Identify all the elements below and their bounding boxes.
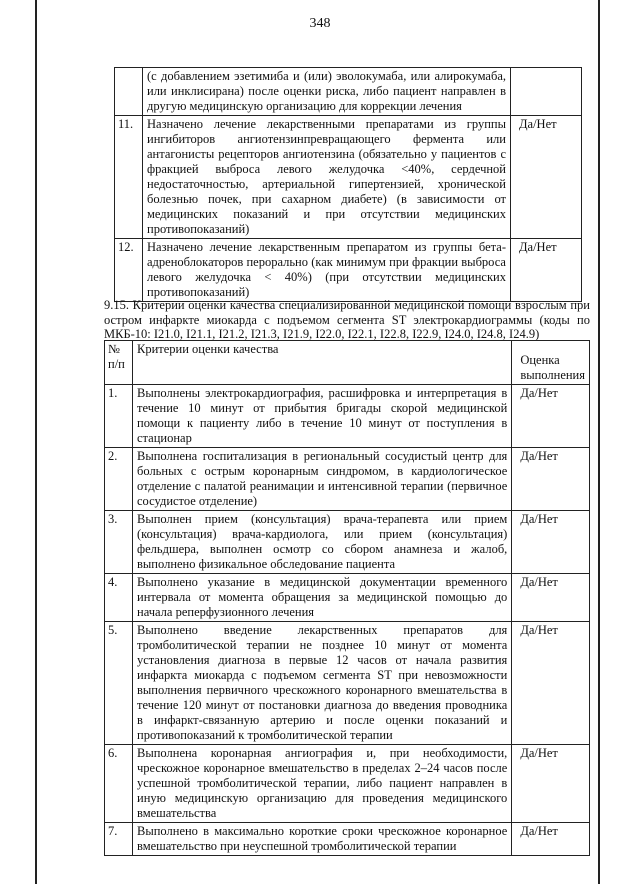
- page-number: 348: [309, 16, 331, 31]
- criterion-text: Выполнено введение лекарственных препаратов для тромболитической терапии не позднее 10 минут от момента установления диагноза в первые 12 часов от начала развития инфаркта миокарда с подъемом сегмента ST при невозможности выполнения первичного чрескожного коронарного вмешательства в течение 120 минут от постановки диагноза до введения проводника в инфаркт-связанную артерию и после оценки показаний и противопоказаний к тромболитической терапии: [133, 622, 512, 745]
- row-number: 2.: [105, 448, 133, 511]
- criterion-text: Выполнено указание в медицинской документации временного интервала от момента обращения за медицинской помощью до начала реперфузионного лечения: [133, 574, 512, 622]
- row-number: [115, 68, 143, 116]
- table-row: [105, 574, 590, 622]
- criteria-table: [104, 340, 590, 856]
- section-heading: 9.15. Критерии оценки качества специализированной медицинской помощи взрослым при остром инфаркте миокарда с подъемом сегмента ST электрокардиограммы (коды по МКБ-10: I21.0, I21.1, I21.2, I21.3, I21.9, I22.0, I22.1, I22.8, I22.9, I24.0, I24.8, I24.9): [104, 298, 590, 341]
- criterion-text: (с добавлением эзетимиба и (или) эволокумаба, или алирокумаба, или инклисирана) после оценки риска, либо пациент направлен в другую медицинскую организацию для коррекции лечения: [143, 68, 511, 116]
- table-row: [105, 622, 590, 745]
- header-evaluation: Оценка выполнения: [512, 341, 590, 385]
- evaluation-cell: Да/Нет: [511, 239, 582, 302]
- header-number: № п/п: [105, 341, 133, 385]
- table-row: [115, 239, 582, 302]
- criterion-text: Выполнена коронарная ангиография и, при необходимости, чрескожное коронарное вмешательство в пределах 2–24 часов после успешной тромболитической терапии, либо пациент направлен в иную медицинскую организацию для проведения медицинского вмешательства: [133, 745, 512, 823]
- header-criterion: Критерии оценки качества: [133, 341, 512, 385]
- evaluation-cell: Да/Нет: [512, 823, 590, 856]
- table-row: [115, 68, 582, 116]
- criterion-text: Назначено лечение лекарственным препаратом из группы бета-адреноблокаторов перорально (как минимум при фракции выброса левого желудочка < 40%) (при отсутствии медицинских противопоказаний): [143, 239, 511, 302]
- criterion-text: Выполнена госпитализация в региональный сосудистый центр для больных с острым коронарным синдромом, в кардиологическое отделение с палатой реанимации и интенсивной терапии (первичное сосудистое отделение): [133, 448, 512, 511]
- row-number: 12.: [115, 239, 143, 302]
- criterion-text: Выполнены электрокардиография, расшифровка и интерпретация в течение 10 минут от прибытия бригады скорой медицинской помощи к пациенту либо в течение 10 минут от поступления в стационар: [133, 385, 512, 448]
- row-number: 5.: [105, 622, 133, 745]
- evaluation-cell: Да/Нет: [512, 511, 590, 574]
- evaluation-cell: Да/Нет: [512, 745, 590, 823]
- evaluation-cell: Да/Нет: [512, 448, 590, 511]
- row-number: 7.: [105, 823, 133, 856]
- row-number: 4.: [105, 574, 133, 622]
- row-number: 11.: [115, 116, 143, 239]
- criterion-text: Выполнен прием (консультация) врача-терапевта или прием (консультация) врача-кардиолога, или прием (консультация) фельдшера, выполнен осмотр со сбором анамнеза и жалоб, выполнено физикальное обследование пациента: [133, 511, 512, 574]
- row-number: 1.: [105, 385, 133, 448]
- row-number: 6.: [105, 745, 133, 823]
- table-row: [105, 448, 590, 511]
- evaluation-cell: Да/Нет: [512, 574, 590, 622]
- evaluation-cell: [511, 68, 582, 116]
- table-row: [105, 385, 590, 448]
- table-row: [105, 823, 590, 856]
- criterion-text: Назначено лечение лекарственными препаратами из группы ингибиторов ангиотензинпревращающего фермента или антагонисты рецепторов ангиотензина (обязательно у пациентов с фракцией выброса левого желудочка <40%, сердечной недостаточностью, артериальной гипертензией, хронической болезнью почек, при сахарном диабете) (в зависимости от медицинских показаний и при отсутствии медицинских противопоказаний): [143, 116, 511, 239]
- criterion-text: Выполнено в максимально короткие сроки чрескожное коронарное вмешательство при неуспешной тромболитической терапии: [133, 823, 512, 856]
- table-header-row: [105, 341, 590, 385]
- evaluation-cell: Да/Нет: [511, 116, 582, 239]
- evaluation-cell: Да/Нет: [512, 622, 590, 745]
- table-row: [105, 511, 590, 574]
- evaluation-cell: Да/Нет: [512, 385, 590, 448]
- table-row: [105, 745, 590, 823]
- table-row: [115, 116, 582, 239]
- row-number: 3.: [105, 511, 133, 574]
- criteria-table-continued: [114, 67, 582, 302]
